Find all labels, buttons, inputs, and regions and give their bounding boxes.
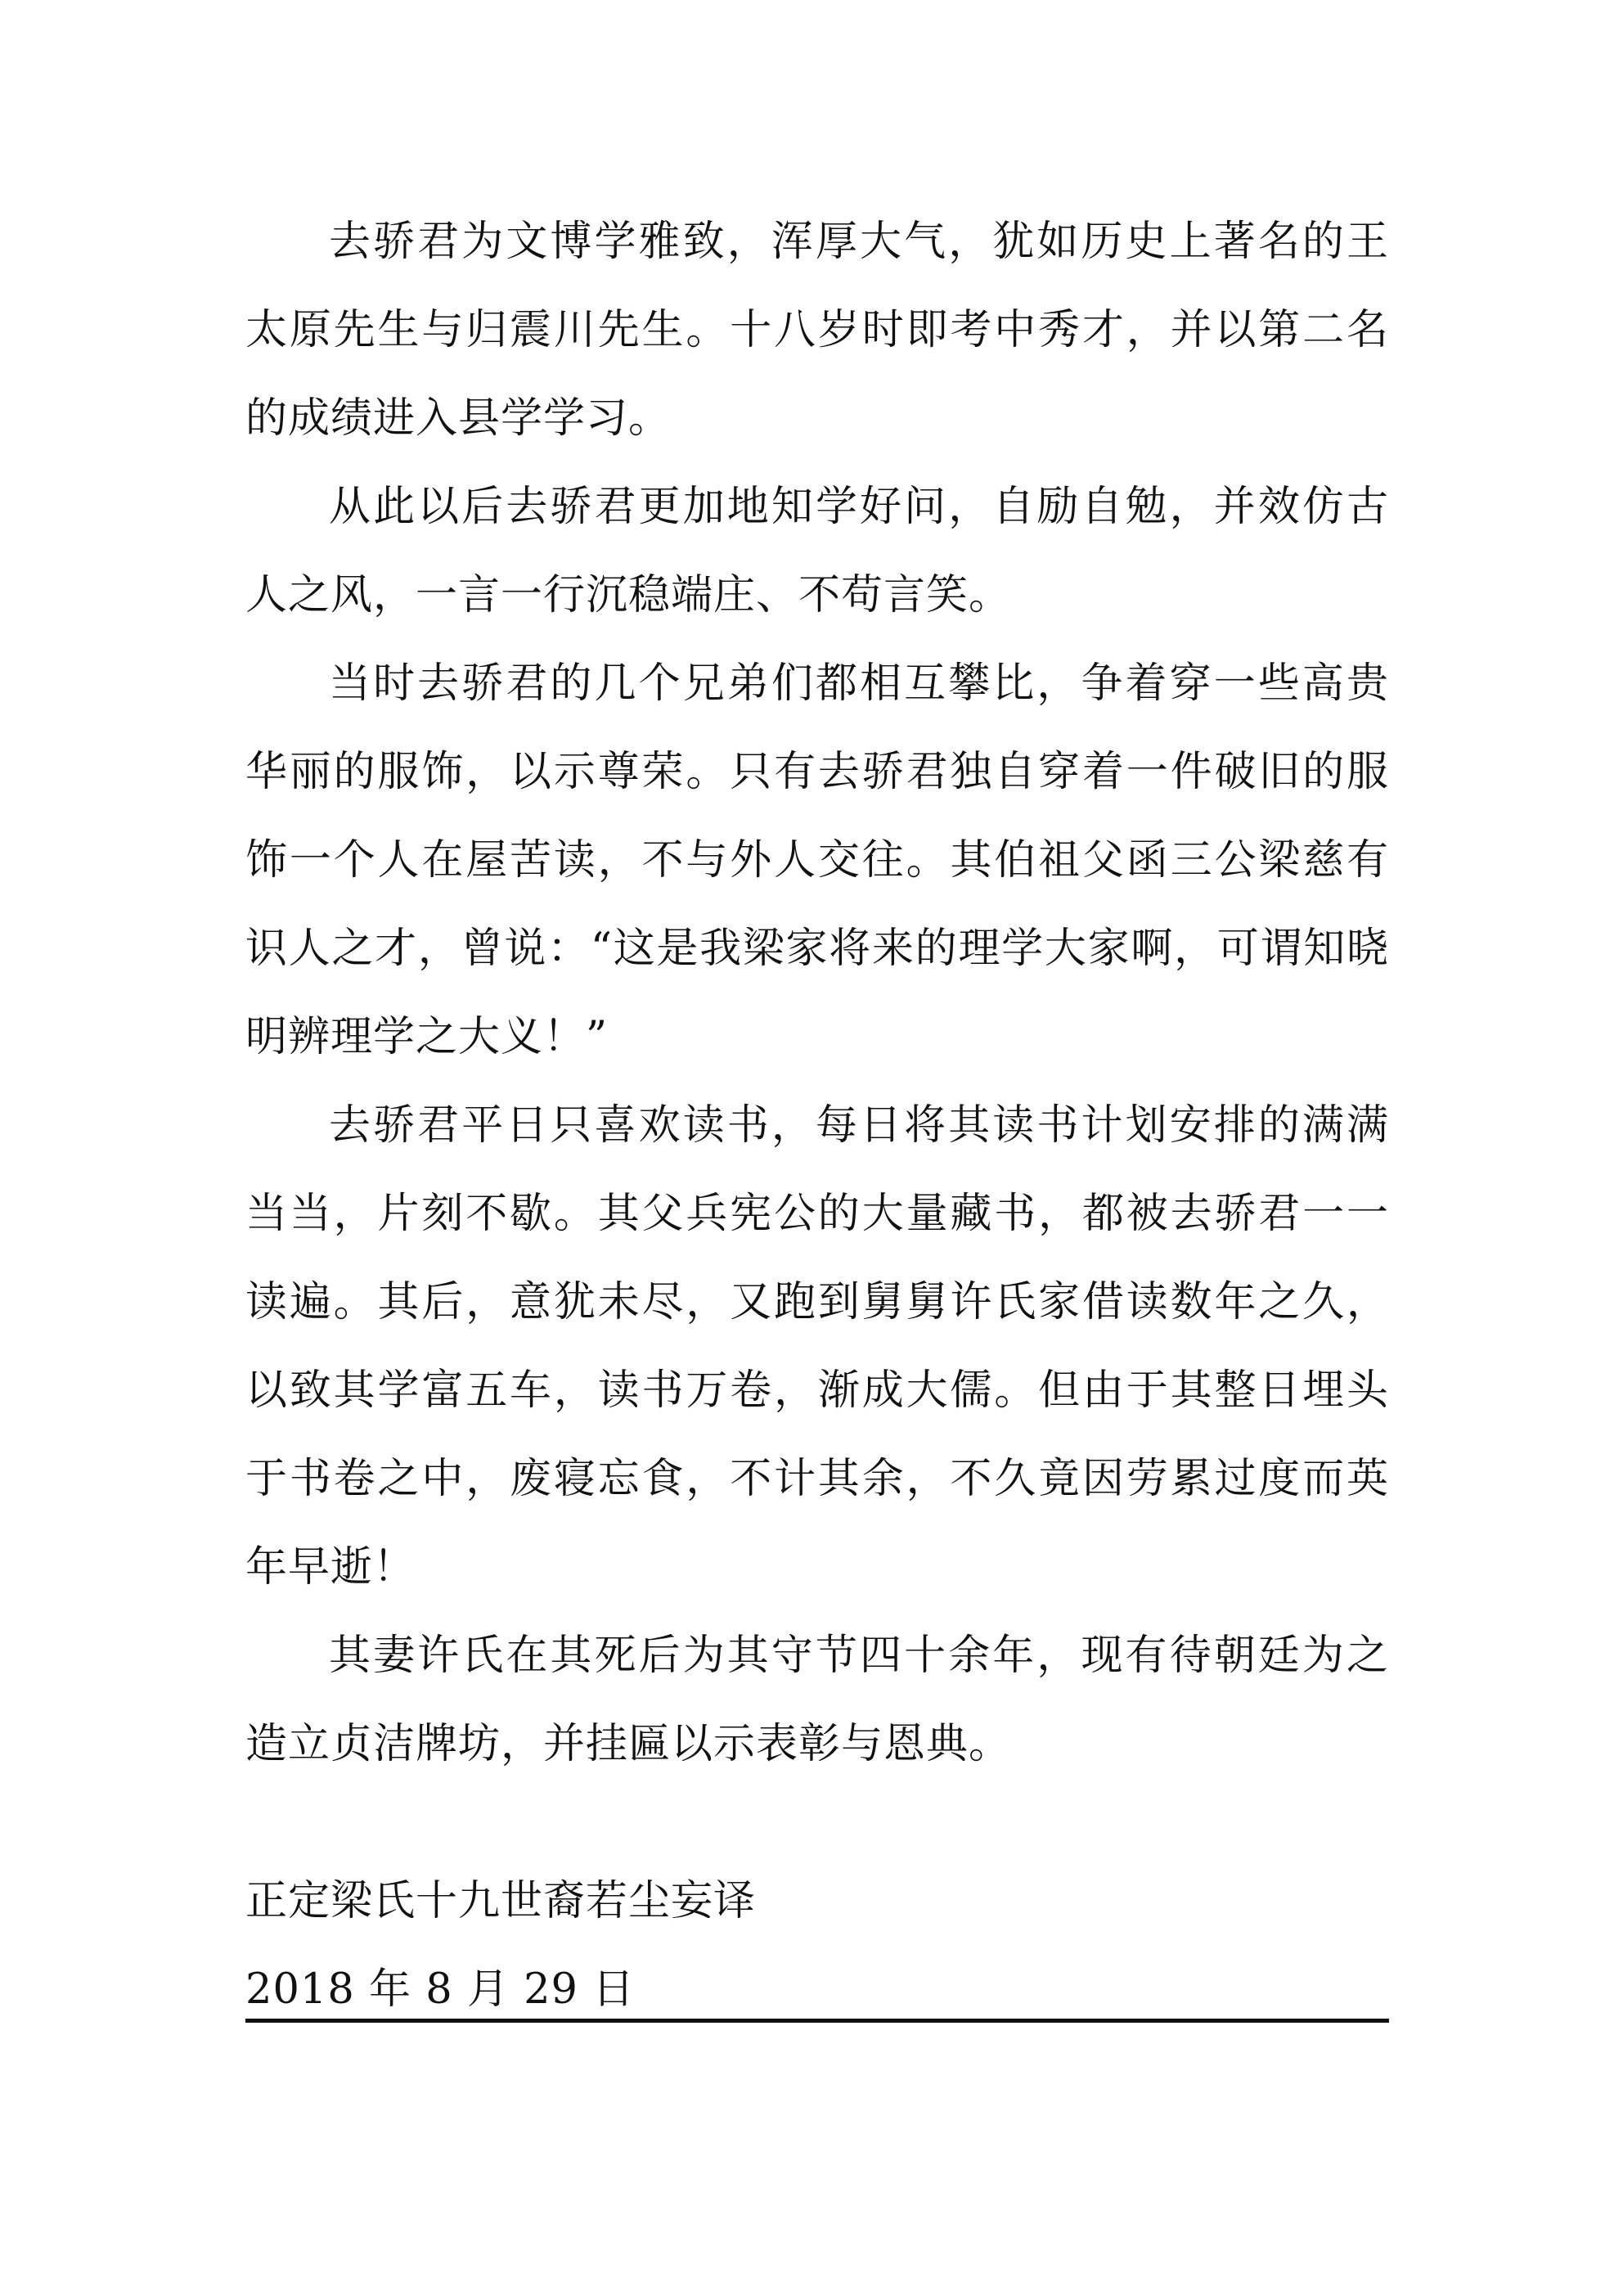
horizontal-rule [245, 2019, 1389, 2023]
translator-signature: 正定梁氏十九世裔若尘妄译 [245, 1877, 757, 1925]
paragraph-2: 从此以后去骄君更加地知学好问，自励自勉，并效仿古人之风，一言一行沉稳端庄、不苟言笑。 [245, 483, 1389, 619]
paragraph-4: 去骄君平日只喜欢读书，每日将其读书计划安排的满满当当，片刻不歇。其父兵宪公的大量藏书，都被去骄君一一读遍。其后，意犹未尽，又跑到舅舅许氏家借读数年之久，以致其学富五车，读书万卷，渐成大儒。但由于其整日埋头于书卷之中，废寝忘食，不计其余，不久竟因劳累过度而英年早逝！ [245, 1101, 1389, 1591]
signature-date: 2018 年 8 月 29 日 [245, 1965, 636, 2014]
paragraph-3: 当时去骄君的几个兄弟们都相互攀比，争着穿一些高贵华丽的服饰，以示尊荣。只有去骄君独自穿着一件破旧的服饰一个人在屋苦读，不与外人交往。其伯祖父函三公梁慈有识人之才，曾说：“这是我梁家将来的理学大家啊，可谓知晓明辨理学之大义！” [245, 660, 1389, 1061]
paragraph-1: 去骄君为文博学雅致，浑厚大气，犹如历史上著名的王太原先生与归震川先生。十八岁时即考中秀才，并以第二名的成绩进入县学学习。 [245, 218, 1389, 443]
signature-block [245, 1857, 1389, 2034]
paragraph-5: 其妻许氏在其死后为其守节四十余年，现有待朝廷为之造立贞洁牌坊，并挂匾以示表彰与恩典。 [245, 1632, 1389, 1768]
document-body [245, 198, 1389, 2034]
